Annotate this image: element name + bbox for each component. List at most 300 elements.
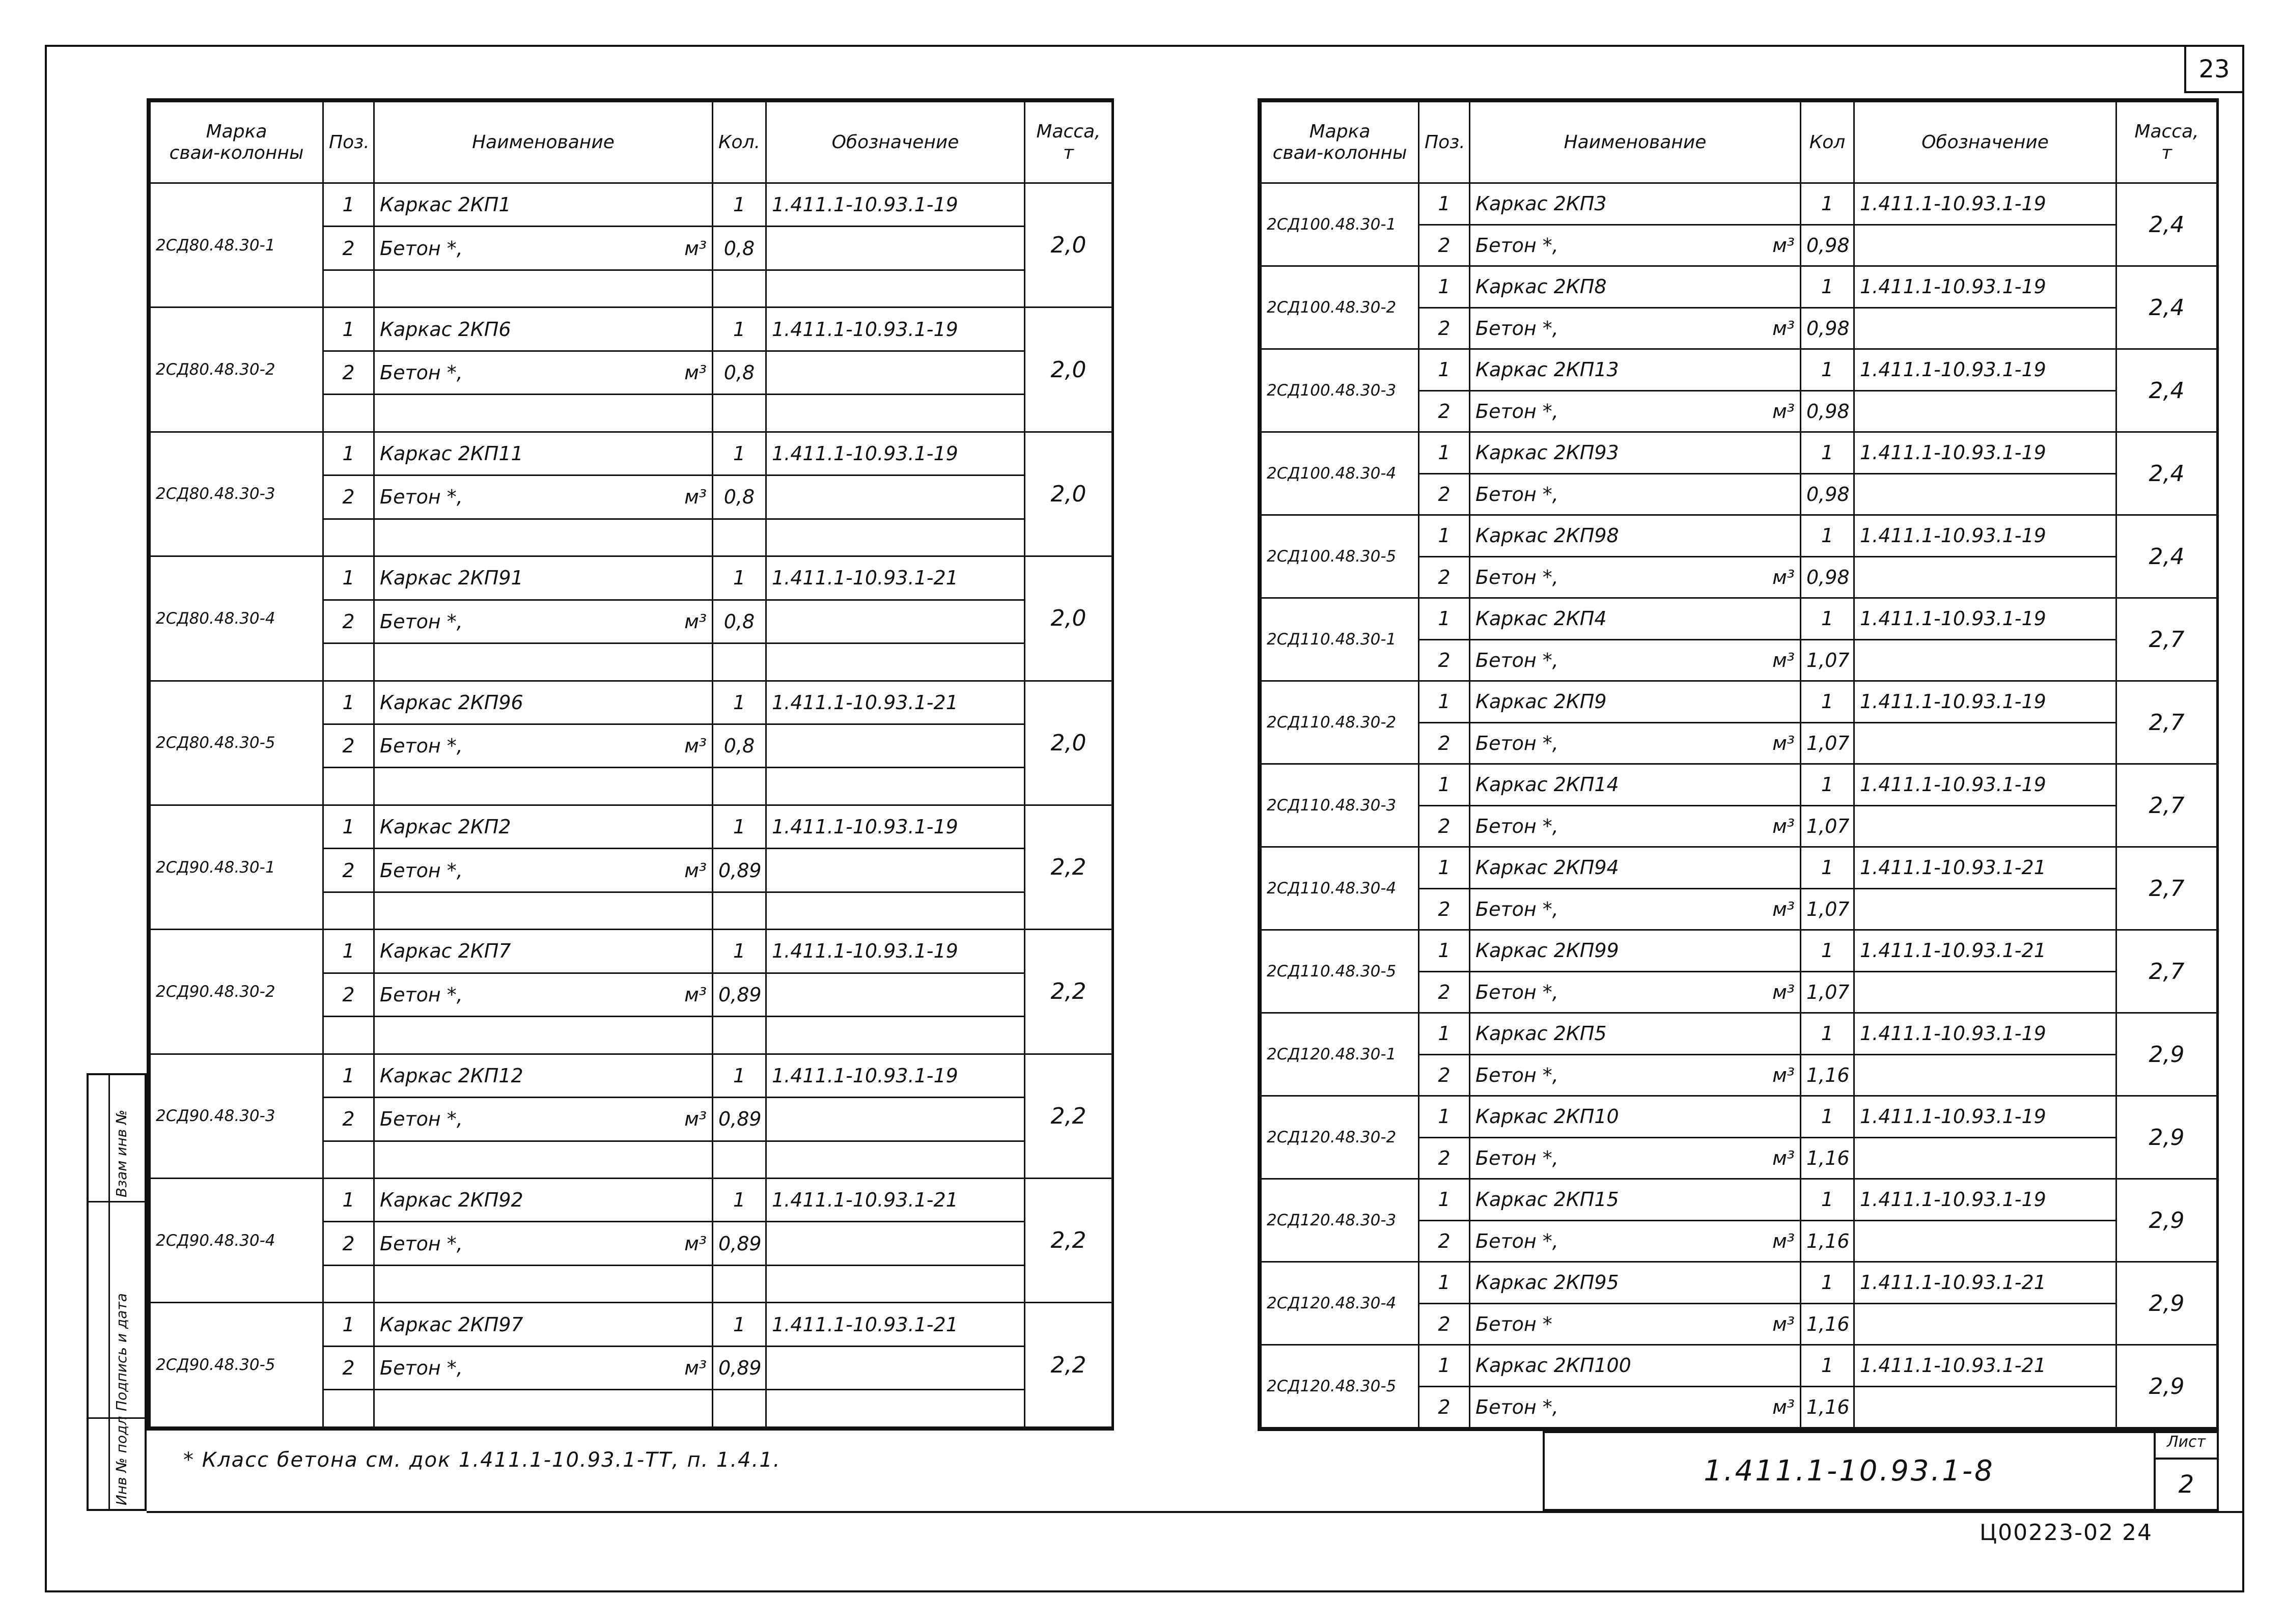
item-unit: м³ <box>1772 1312 1795 1335</box>
item-designation: 1.411.1-10.93.1-19 <box>1854 432 2116 474</box>
item-name-text: Каркас 2КП98 <box>1475 524 1619 547</box>
item-designation: 1.411.1-10.93.1-21 <box>1854 847 2116 889</box>
item-pos: 2 <box>1419 1386 1470 1428</box>
item-qty: 1 <box>1801 1179 1854 1221</box>
item-pos: 2 <box>323 1346 374 1389</box>
header-name: Наименование <box>374 102 713 183</box>
item-unit: м³ <box>684 1357 707 1380</box>
item-qty: 1 <box>1801 183 1854 225</box>
item-name-text: Бетон *, <box>1475 234 1558 257</box>
pile-mark: 2СД100.48.30-5 <box>1261 515 1419 598</box>
item-designation: 1.411.1-10.93.1-19 <box>766 805 1025 848</box>
pile-mark: 2СД120.48.30-3 <box>1261 1179 1419 1262</box>
item-unit: м³ <box>684 237 707 260</box>
item-pos: 1 <box>1419 515 1470 557</box>
item-designation: 1.411.1-10.93.1-19 <box>1854 1179 2116 1221</box>
item-pos: 2 <box>1419 805 1470 847</box>
item-qty: 1 <box>1801 1013 1854 1055</box>
item-name-text: Каркас 2КП5 <box>1475 1022 1607 1045</box>
table-row <box>150 1179 1112 1222</box>
item-name <box>1470 1220 1801 1262</box>
item-qty: 1 <box>713 432 766 475</box>
item-name <box>374 849 713 892</box>
item-unit: м³ <box>1772 1146 1795 1169</box>
item-unit: м³ <box>1772 981 1795 1003</box>
item-designation: 1.411.1-10.93.1-19 <box>766 1054 1025 1097</box>
item-qty: 1 <box>1801 266 1854 308</box>
table-row <box>1261 349 2217 391</box>
item-qty: 1 <box>1801 681 1854 723</box>
pile-mass: 2,2 <box>1025 930 1112 1054</box>
item-name <box>1470 1096 1801 1138</box>
item-designation: 1.411.1-10.93.1-19 <box>1854 681 2116 723</box>
item-pos: 2 <box>1419 1054 1470 1096</box>
item-designation <box>766 351 1025 394</box>
header-mass: Масса, т <box>2116 102 2217 183</box>
item-designation: 1.411.1-10.93.1-19 <box>1854 764 2116 806</box>
item-name-text: Каркас 2КП96 <box>380 691 523 714</box>
pile-mass: 2,9 <box>2116 1013 2217 1096</box>
item-qty: 1,07 <box>1801 888 1854 930</box>
item-name-text: Бетон *, <box>1475 1146 1558 1169</box>
item-qty: 0,8 <box>713 724 766 767</box>
pile-mass: 2,9 <box>2116 1345 2217 1428</box>
item-designation: 1.411.1-10.93.1-19 <box>1854 183 2116 225</box>
item-qty: 0,89 <box>713 1222 766 1265</box>
item-qty: 0,8 <box>713 600 766 643</box>
item-pos: 2 <box>1419 1137 1470 1179</box>
item-name-text: Бетон *, <box>380 361 463 384</box>
item-qty: 1 <box>1801 1262 1854 1304</box>
item-unit: м³ <box>1772 732 1795 754</box>
item-unit: м³ <box>1772 566 1795 589</box>
item-name-text: Каркас 2КП7 <box>380 940 511 963</box>
item-name-text: Каркас 2КП97 <box>380 1313 523 1336</box>
item-name-text: Каркас 2КП91 <box>380 567 523 590</box>
pile-mark: 2СД110.48.30-3 <box>1261 764 1419 847</box>
item-pos: 1 <box>1419 847 1470 889</box>
item-name <box>1470 266 1801 308</box>
pile-mark: 2СД100.48.30-2 <box>1261 266 1419 349</box>
table-header <box>1261 102 2217 183</box>
item-pos: 2 <box>323 600 374 643</box>
item-name-text: Каркас 2КП100 <box>1475 1354 1631 1377</box>
item-pos: 1 <box>1419 681 1470 723</box>
item-name-text: Бетон *, <box>380 1232 463 1255</box>
stamp-replaced-inv: Взам инв № <box>113 1109 130 1197</box>
item-name-text: Бетон *, <box>1475 981 1558 1003</box>
item-designation: 1.411.1-10.93.1-19 <box>1854 266 2116 308</box>
item-name <box>374 1346 713 1389</box>
item-pos: 2 <box>323 1222 374 1265</box>
item-designation <box>1854 639 2116 681</box>
stamp-row-replaced <box>89 1075 145 1202</box>
item-designation <box>766 1346 1025 1389</box>
item-unit: м³ <box>1772 1395 1795 1418</box>
item-name-text: Каркас 2КП9 <box>1475 690 1607 713</box>
item-name <box>1470 888 1801 930</box>
item-name-text: Каркас 2КП95 <box>1475 1271 1619 1294</box>
item-name <box>374 475 713 519</box>
table-row <box>150 930 1112 973</box>
item-designation <box>1854 225 2116 266</box>
pile-mark: 2СД120.48.30-4 <box>1261 1262 1419 1345</box>
item-unit: м³ <box>1772 400 1795 423</box>
item-qty: 0,8 <box>713 351 766 394</box>
item-name-text: Бетон *, <box>1475 1063 1558 1086</box>
item-name <box>374 724 713 767</box>
pile-mark: 2СД100.48.30-3 <box>1261 349 1419 432</box>
item-designation: 1.411.1-10.93.1-19 <box>766 183 1025 227</box>
pile-mark: 2СД90.48.30-1 <box>150 805 323 929</box>
item-qty: 1 <box>713 805 766 848</box>
item-pos: 1 <box>323 183 374 227</box>
pile-mass: 2,7 <box>2116 847 2217 930</box>
item-qty: 1,16 <box>1801 1054 1854 1096</box>
pile-mass: 2,9 <box>2116 1262 2217 1345</box>
header-name: Наименование <box>1470 102 1801 183</box>
pile-mass: 2,4 <box>2116 515 2217 598</box>
item-name <box>374 1054 713 1097</box>
item-pos: 1 <box>323 805 374 848</box>
pile-mark: 2СД110.48.30-2 <box>1261 681 1419 764</box>
pile-mark: 2СД90.48.30-2 <box>150 930 323 1054</box>
pile-mark: 2СД120.48.30-5 <box>1261 1345 1419 1428</box>
item-name <box>1470 1137 1801 1179</box>
item-designation <box>1854 1303 2116 1345</box>
item-name-text: Бетон *, <box>380 1357 463 1380</box>
item-name <box>374 681 713 724</box>
table-row <box>1261 930 2217 972</box>
item-name <box>1470 930 1801 972</box>
item-name <box>374 1222 713 1265</box>
item-name-text: Бетон *, <box>1475 400 1558 423</box>
header-designation: Обозначение <box>766 102 1025 183</box>
item-name <box>1470 1345 1801 1387</box>
header-mass: Масса, т <box>1025 102 1112 183</box>
item-designation <box>766 475 1025 519</box>
item-pos: 1 <box>1419 432 1470 474</box>
item-qty: 0,89 <box>713 849 766 892</box>
item-qty: 0,89 <box>713 973 766 1016</box>
item-unit: м³ <box>684 1108 707 1131</box>
item-designation <box>766 724 1025 767</box>
table-row <box>150 307 1112 351</box>
pile-mass: 2,2 <box>1025 1303 1112 1427</box>
item-name <box>1470 183 1801 225</box>
pile-mark: 2СД80.48.30-3 <box>150 432 323 556</box>
pile-mass: 2,0 <box>1025 307 1112 432</box>
item-unit: м³ <box>684 859 707 882</box>
item-qty: 1,16 <box>1801 1303 1854 1345</box>
item-name-text: Каркас 2КП10 <box>1475 1105 1619 1128</box>
item-qty: 1 <box>1801 515 1854 557</box>
item-name <box>1470 515 1801 557</box>
pile-mark: 2СД120.48.30-2 <box>1261 1096 1419 1179</box>
item-qty: 1,07 <box>1801 639 1854 681</box>
header-qty: Кол <box>1801 102 1854 183</box>
item-name-text: Бетон *, <box>1475 1395 1558 1418</box>
item-name <box>1470 556 1801 598</box>
table-row <box>150 183 1112 227</box>
table-row <box>1261 1262 2217 1304</box>
pile-mass: 2,9 <box>2116 1096 2217 1179</box>
sheet-number: 2 <box>2178 1470 2194 1499</box>
item-qty: 0,98 <box>1801 556 1854 598</box>
item-name-text: Каркас 2КП15 <box>1475 1188 1619 1211</box>
item-name <box>374 227 713 270</box>
item-name <box>374 1098 713 1141</box>
item-pos: 2 <box>323 724 374 767</box>
item-name-text: Каркас 2КП8 <box>1475 275 1607 298</box>
item-name <box>1470 639 1801 681</box>
item-name-text: Бетон *, <box>380 983 463 1006</box>
pile-mark: 2СД100.48.30-4 <box>1261 432 1419 515</box>
item-name-text: Бетон *, <box>1475 732 1558 754</box>
header-qty: Кол. <box>713 102 766 183</box>
item-qty: 0,8 <box>713 475 766 519</box>
table-row <box>150 556 1112 600</box>
item-pos: 1 <box>323 307 374 351</box>
item-name <box>1470 1303 1801 1345</box>
item-name <box>1470 1386 1801 1428</box>
item-qty: 0,89 <box>713 1346 766 1389</box>
item-name <box>1470 225 1801 266</box>
pile-mark: 2СД120.48.30-1 <box>1261 1013 1419 1096</box>
item-pos: 1 <box>1419 1013 1470 1055</box>
pile-mark: 2СД80.48.30-2 <box>150 307 323 432</box>
item-pos: 1 <box>1419 1096 1470 1138</box>
item-name-text: Каркас 2КП11 <box>380 442 523 465</box>
item-qty: 1 <box>1801 847 1854 889</box>
item-name-text: Каркас 2КП92 <box>380 1189 523 1212</box>
item-name-text: Каркас 2КП12 <box>380 1064 523 1087</box>
item-designation <box>1854 390 2116 432</box>
item-qty: 1 <box>1801 349 1854 391</box>
item-unit: м³ <box>684 983 707 1006</box>
item-designation: 1.411.1-10.93.1-21 <box>766 1303 1025 1346</box>
item-designation: 1.411.1-10.93.1-21 <box>1854 1345 2116 1387</box>
item-pos: 1 <box>323 681 374 724</box>
item-qty: 1 <box>713 930 766 973</box>
item-designation <box>1854 307 2116 349</box>
item-designation <box>766 849 1025 892</box>
item-designation: 1.411.1-10.93.1-19 <box>1854 515 2116 557</box>
item-qty: 1,07 <box>1801 805 1854 847</box>
item-pos: 1 <box>1419 1262 1470 1304</box>
item-name <box>1470 722 1801 764</box>
item-pos: 1 <box>1419 1179 1470 1221</box>
spec-table-left-grid <box>149 101 1113 1428</box>
item-pos: 2 <box>323 351 374 394</box>
item-pos: 1 <box>323 1179 374 1222</box>
stamp-signature: Подпись и дата <box>113 1293 130 1411</box>
table-row <box>1261 764 2217 806</box>
spec-table-left <box>147 98 1114 1431</box>
table-row <box>1261 432 2217 474</box>
item-designation: 1.411.1-10.93.1-21 <box>766 681 1025 724</box>
item-pos: 1 <box>1419 266 1470 308</box>
item-pos: 1 <box>323 1054 374 1097</box>
table-header <box>150 102 1112 183</box>
header-designation: Обозначение <box>1854 102 2116 183</box>
item-designation <box>1854 1386 2116 1428</box>
header-pos: Поз. <box>323 102 374 183</box>
item-qty: 0,98 <box>1801 225 1854 266</box>
item-designation <box>766 227 1025 270</box>
pile-mass: 2,2 <box>1025 805 1112 929</box>
document-code: 1.411.1-10.93.1-8 <box>1545 1433 2156 1509</box>
item-designation: 1.411.1-10.93.1-19 <box>1854 598 2116 640</box>
item-name <box>1470 971 1801 1013</box>
table-row <box>1261 515 2217 557</box>
item-pos: 1 <box>323 432 374 475</box>
pile-mass: 2,0 <box>1025 432 1112 556</box>
pile-mark: 2СД110.48.30-1 <box>1261 598 1419 681</box>
item-pos: 2 <box>1419 473 1470 515</box>
item-name <box>1470 847 1801 889</box>
item-pos: 2 <box>323 973 374 1016</box>
item-qty: 1 <box>1801 930 1854 972</box>
item-designation <box>766 1098 1025 1141</box>
item-designation <box>1854 888 2116 930</box>
pile-mass: 2,0 <box>1025 681 1112 805</box>
pile-mark: 2СД110.48.30-5 <box>1261 930 1419 1013</box>
item-name <box>1470 764 1801 806</box>
item-name-text: Бетон * <box>1475 1312 1552 1335</box>
approval-stamp <box>87 1073 147 1511</box>
pile-mark: 2СД90.48.30-4 <box>150 1179 323 1303</box>
item-qty: 1 <box>713 1179 766 1222</box>
item-designation <box>1854 805 2116 847</box>
table-row <box>1261 1096 2217 1138</box>
table-row <box>150 805 1112 848</box>
table-row <box>1261 266 2217 308</box>
item-name <box>374 183 713 227</box>
table-row <box>1261 183 2217 225</box>
item-qty: 0,98 <box>1801 390 1854 432</box>
pile-mass: 2,4 <box>2116 349 2217 432</box>
item-name-text: Бетон *, <box>380 237 463 260</box>
item-name-text: Бетон *, <box>1475 566 1558 589</box>
pile-mass: 2,2 <box>1025 1179 1112 1303</box>
item-qty: 1 <box>713 681 766 724</box>
item-qty: 1 <box>713 183 766 227</box>
item-pos: 2 <box>1419 390 1470 432</box>
stamp-row-inv <box>89 1416 145 1509</box>
item-pos: 2 <box>1419 971 1470 1013</box>
item-name-text: Каркас 2КП3 <box>1475 192 1607 215</box>
item-name <box>1470 349 1801 391</box>
item-qty: 0,89 <box>713 1098 766 1141</box>
item-designation <box>1854 1220 2116 1262</box>
table-row <box>1261 681 2217 723</box>
item-designation <box>1854 1054 2116 1096</box>
pile-mark: 2СД90.48.30-3 <box>150 1054 323 1178</box>
item-unit: м³ <box>684 610 707 633</box>
item-name-text: Бетон *, <box>380 1108 463 1131</box>
item-pos: 2 <box>1419 307 1470 349</box>
item-name-text: Бетон *, <box>1475 317 1558 340</box>
table-row <box>1261 1013 2217 1055</box>
item-pos: 2 <box>323 475 374 519</box>
item-name-text: Бетон *, <box>380 486 463 509</box>
table-row <box>1261 1345 2217 1387</box>
item-pos: 1 <box>1419 930 1470 972</box>
item-name <box>1470 598 1801 640</box>
page-number: 23 <box>2184 45 2244 93</box>
item-name <box>1470 1013 1801 1055</box>
item-designation: 1.411.1-10.93.1-19 <box>1854 1013 2116 1055</box>
item-pos: 1 <box>1419 764 1470 806</box>
item-unit: м³ <box>1772 317 1795 340</box>
item-unit: м³ <box>1772 1063 1795 1086</box>
item-qty: 1 <box>713 1054 766 1097</box>
pile-mass: 2,4 <box>2116 432 2217 515</box>
item-pos: 1 <box>323 930 374 973</box>
item-pos: 2 <box>1419 556 1470 598</box>
item-name-text: Каркас 2КП13 <box>1475 358 1619 381</box>
pile-mass: 2,7 <box>2116 764 2217 847</box>
item-pos: 2 <box>1419 722 1470 764</box>
item-name-text: Каркас 2КП14 <box>1475 773 1619 796</box>
item-designation <box>1854 556 2116 598</box>
item-name <box>374 351 713 394</box>
item-name <box>374 432 713 475</box>
item-name <box>1470 432 1801 474</box>
item-pos: 2 <box>323 849 374 892</box>
item-pos: 1 <box>1419 183 1470 225</box>
item-unit: м³ <box>1772 815 1795 837</box>
item-pos: 2 <box>1419 639 1470 681</box>
item-pos: 2 <box>323 227 374 270</box>
item-name <box>1470 390 1801 432</box>
item-unit: м³ <box>1772 649 1795 671</box>
pile-mass: 2,7 <box>2116 598 2217 681</box>
item-pos: 1 <box>1419 349 1470 391</box>
item-name <box>374 973 713 1016</box>
item-unit: м³ <box>684 1232 707 1255</box>
pile-mark: 2СД90.48.30-5 <box>150 1303 323 1427</box>
item-designation <box>1854 722 2116 764</box>
item-name-text: Бетон *, <box>380 610 463 633</box>
item-designation: 1.411.1-10.93.1-21 <box>766 1179 1025 1222</box>
title-block <box>1543 1431 2219 1511</box>
item-qty: 1,07 <box>1801 722 1854 764</box>
pile-mark: 2СД80.48.30-1 <box>150 183 323 307</box>
item-name-text: Каркас 2КП93 <box>1475 441 1619 464</box>
table-row <box>1261 1179 2217 1221</box>
item-qty: 0,98 <box>1801 307 1854 349</box>
item-name <box>374 930 713 973</box>
item-name <box>1470 307 1801 349</box>
item-unit: м³ <box>1772 898 1795 920</box>
item-unit: м³ <box>684 361 707 384</box>
stamp-inv-no: Инв № подл <box>113 1416 130 1505</box>
item-qty: 1,07 <box>1801 971 1854 1013</box>
item-qty: 1 <box>1801 1096 1854 1138</box>
item-designation <box>1854 971 2116 1013</box>
pile-mass: 2,7 <box>2116 930 2217 1013</box>
item-name <box>1470 1179 1801 1221</box>
pile-mass: 2,2 <box>1025 1054 1112 1178</box>
item-designation: 1.411.1-10.93.1-21 <box>1854 1262 2116 1304</box>
item-qty: 1 <box>713 1303 766 1346</box>
item-name-text: Каркас 2КП1 <box>380 193 511 216</box>
table-row <box>150 1054 1112 1097</box>
item-qty: 1 <box>1801 432 1854 474</box>
item-name-text: Бетон *, <box>1475 649 1558 671</box>
